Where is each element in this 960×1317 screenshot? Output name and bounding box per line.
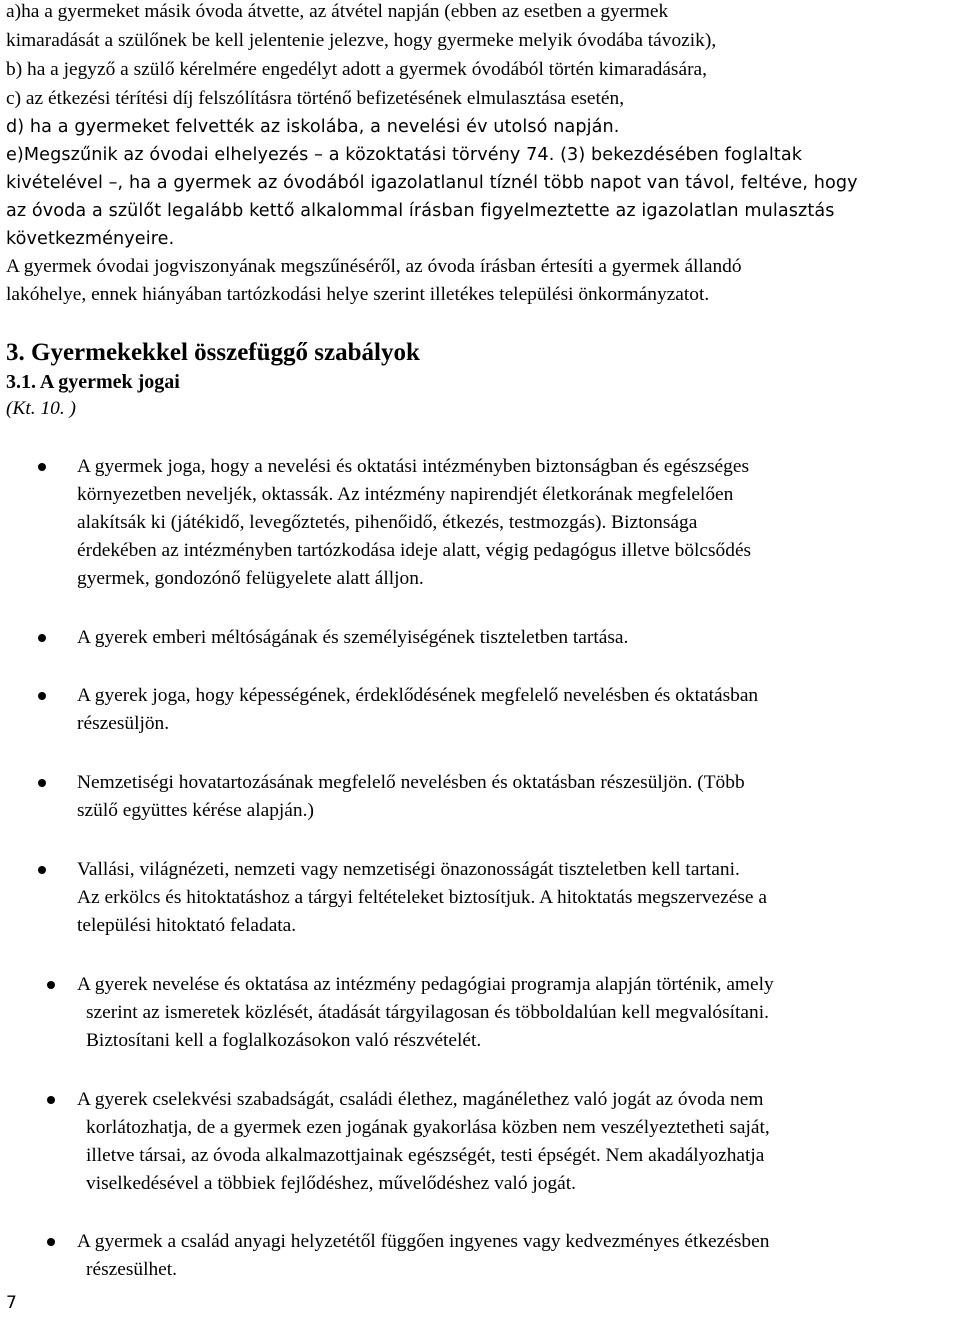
bullet-icon	[38, 779, 46, 787]
list-item-line: szülő együttes kérése alapján.)	[77, 800, 314, 821]
section-heading: 3. Gyermekekkel összefüggő szabályok	[6, 339, 420, 366]
bullet-icon	[38, 692, 46, 700]
bullet-icon	[38, 463, 46, 471]
intro-line: A gyermek óvodai jogviszonyának megszűnéséről, az óvoda írásban értesíti a gyermek állandó	[6, 256, 742, 277]
law-reference: (Kt. 10. )	[6, 398, 77, 419]
intro-line: kimaradását a szülőnek be kell jelentenie jelezve, hogy gyermeke melyik óvodába távozik),	[6, 30, 717, 51]
bullet-icon	[47, 1096, 55, 1104]
list-item-line: alakítsák ki (játékidő, levegőztetés, pihenőidő, étkezés, testmozgás). Biztonsága	[77, 512, 698, 533]
list-item-line: A gyermek a család anyagi helyzetétől függően ingyenes vagy kedvezményes étkezésben	[77, 1231, 770, 1252]
list-item-line: Az erkölcs és hitoktatáshoz a tárgyi feltételeket biztosítjuk. A hitoktatás megszervezése a	[77, 887, 767, 908]
list-item-line: Vallási, világnézeti, nemzeti vagy nemzetiségi önazonosságát tiszteletben kell tartani.	[77, 859, 740, 880]
intro-line: kivételével –, ha a gyermek az óvodából igazolatlanul tíznél több napot van távol, feltéve, hogy	[6, 173, 858, 193]
intro-line: lakóhelye, ennek hiányában tartózkodási helye szerint illetékes települési önkormányzatot.	[6, 284, 710, 305]
list-item-line: szerint az ismeretek közlését, átadását tárgyilagosan és többoldalúan kell megvalósítani.	[86, 1002, 769, 1023]
list-item-line: viselkedésével a többiek fejlődéshez, művelődéshez való jogát.	[86, 1173, 576, 1194]
intro-line: a)ha a gyermeket másik óvoda átvette, az átvétel napján (ebben az esetben a gyermek	[6, 1, 669, 22]
intro-line: e)Megszűnik az óvodai elhelyezés – a közoktatási törvény 74. (3) bekezdésében foglaltak	[6, 145, 803, 165]
list-item-line: A gyerek cselekvési szabadságát, családi élethez, magánélethez való jogát az óvoda nem	[77, 1089, 764, 1110]
list-item-line: települési hitoktató feladata.	[77, 915, 297, 936]
bullet-icon	[47, 1238, 55, 1246]
page-number: 7	[6, 1293, 17, 1313]
list-item-line: részesüljön.	[77, 713, 170, 734]
bullet-icon	[38, 866, 46, 874]
list-item-line: Biztosítani kell a foglalkozásokon való részvételét.	[86, 1030, 482, 1051]
intro-line: b) ha a jegyző a szülő kérelmére engedélyt adott a gyermek óvodából történ kimaradására,	[6, 59, 707, 80]
list-item-line: illetve társai, az óvoda alkalmazottjainak egészségét, testi épségét. Nem akadályozhatja	[86, 1145, 765, 1166]
bullet-icon	[47, 981, 55, 989]
list-item-line: korlátozhatja, de a gyermek ezen jogának gyakorlása közben nem veszélyeztetheti saját,	[86, 1117, 770, 1138]
list-item-line: A gyerek joga, hogy képességének, érdeklődésének megfelelő nevelésben és oktatásban	[77, 685, 759, 706]
list-item-line: A gyerek emberi méltóságának és személyiségének tiszteletben tartása.	[77, 627, 629, 648]
intro-line: d) ha a gyermeket felvették az iskolába, a nevelési év utolsó napján.	[6, 117, 620, 137]
intro-line: az óvoda a szülőt legalább kettő alkalommal írásban figyelmeztette az igazolatlan mulasztás	[6, 201, 835, 221]
list-item-line: Nemzetiségi hovatartozásának megfelelő nevelésben és oktatásban részesüljön. (Több	[77, 772, 745, 793]
list-item-line: részesülhet.	[86, 1259, 177, 1280]
intro-line: következményeire.	[6, 229, 175, 249]
list-item-line: gyermek, gondozónő felügyelete alatt álljon.	[77, 568, 424, 589]
intro-line: c) az étkezési térítési díj felszólításra történő befizetésének elmulasztása esetén,	[6, 88, 625, 109]
subsection-heading: 3.1. A gyermek jogai	[6, 371, 180, 393]
list-item-line: A gyerek nevelése és oktatása az intézmény pedagógiai programja alapján történik, amely	[77, 974, 774, 995]
list-item-line: környezetben neveljék, oktassák. Az intézmény napirendjét életkorának megfelelően	[77, 484, 734, 505]
list-item-line: érdekében az intézményben tartózkodása ideje alatt, végig pedagógus illetve bölcsődés	[77, 540, 752, 561]
bullet-icon	[38, 634, 46, 642]
list-item-line: A gyermek joga, hogy a nevelési és oktatási intézményben biztonságban és egészséges	[77, 456, 749, 477]
